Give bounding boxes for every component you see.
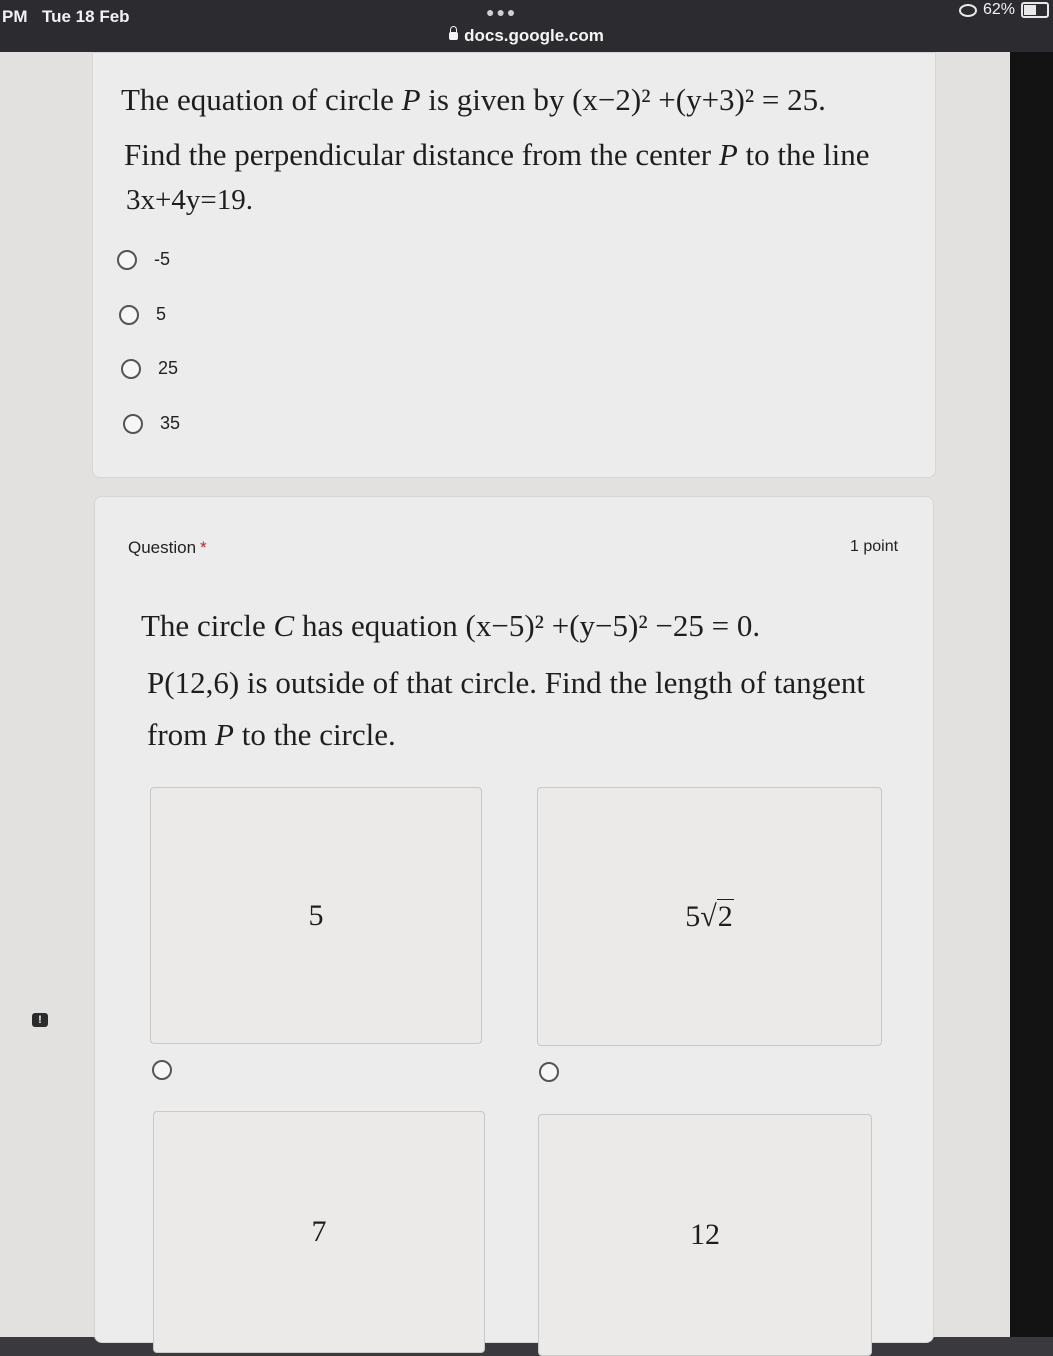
option-label: -5 bbox=[154, 249, 171, 269]
q1-line-equation: 3x+4y=19. bbox=[126, 184, 253, 216]
screen-edge bbox=[1010, 52, 1053, 1337]
choice-label: 7 bbox=[311, 1215, 327, 1248]
battery-indicator bbox=[959, 1, 1049, 19]
q1-line-1 bbox=[121, 82, 826, 118]
question-title bbox=[128, 538, 207, 558]
q1-text: to the line bbox=[745, 137, 870, 172]
radio-button[interactable] bbox=[117, 250, 137, 270]
status-time: PM bbox=[2, 7, 28, 26]
q1-option-2[interactable] bbox=[119, 304, 166, 325]
q2-choice-4[interactable] bbox=[538, 1114, 872, 1356]
q2-equation: (x−5)² +(y−5)² −25 = 0. bbox=[465, 608, 761, 643]
q2-choice-3[interactable] bbox=[153, 1111, 485, 1353]
q2-text: The circle bbox=[141, 608, 266, 643]
battery-icon bbox=[1021, 2, 1049, 18]
multitask-dots-icon[interactable]: ●●● bbox=[486, 4, 518, 20]
q1-option-3[interactable] bbox=[121, 358, 178, 379]
q2-line-3 bbox=[147, 717, 396, 753]
sqrt-coefficient: 5 bbox=[685, 899, 701, 933]
choice-label: 5 bbox=[308, 898, 324, 932]
q1-text: The equation of circle bbox=[121, 82, 394, 117]
q1-option-4[interactable] bbox=[123, 413, 180, 434]
lock-icon bbox=[449, 32, 458, 40]
q2-radio-2[interactable] bbox=[539, 1062, 559, 1082]
sqrt-radicand: 2 bbox=[717, 899, 733, 933]
address-bar[interactable] bbox=[0, 26, 1053, 46]
radio-button[interactable] bbox=[123, 414, 143, 434]
battery-percent: 62% bbox=[982, 1, 1015, 18]
points-label: 1 point bbox=[850, 538, 899, 555]
radio-button[interactable] bbox=[119, 305, 139, 325]
q1-text: is given by bbox=[428, 82, 565, 117]
q2-line-2 bbox=[147, 665, 865, 701]
q1-equation: (x−2)² +(y+3)² = 25. bbox=[572, 82, 826, 117]
sync-icon bbox=[959, 4, 977, 17]
q2-text: has equation bbox=[301, 608, 458, 643]
option-label: 5 bbox=[156, 304, 167, 324]
url-text: docs.google.com bbox=[464, 26, 604, 45]
option-label: 35 bbox=[160, 413, 181, 433]
choice-label: 12 bbox=[690, 1218, 720, 1251]
q2-choice-2[interactable] bbox=[537, 787, 882, 1046]
radio-button[interactable] bbox=[121, 359, 141, 379]
q2-var: C bbox=[273, 608, 295, 643]
q1-var: P bbox=[718, 137, 738, 172]
q2-line-1 bbox=[141, 608, 760, 644]
q2-choice-1[interactable] bbox=[150, 787, 482, 1044]
q2-text: to the circle. bbox=[241, 717, 396, 752]
q1-option-1[interactable] bbox=[117, 249, 170, 270]
choice-label bbox=[685, 900, 733, 934]
q1-var: P bbox=[401, 82, 421, 117]
q1-line-2 bbox=[124, 137, 869, 173]
question-label: Question bbox=[128, 538, 197, 557]
q2-var: P bbox=[215, 717, 234, 752]
option-label: 25 bbox=[158, 358, 179, 378]
radio-button[interactable] bbox=[152, 1060, 172, 1080]
q2-point: P(12,6) bbox=[147, 665, 240, 700]
q2-radio-1[interactable] bbox=[152, 1060, 172, 1080]
q2-text: from bbox=[147, 717, 208, 752]
status-date: Tue 18 Feb bbox=[42, 7, 130, 26]
alert-icon: ! bbox=[32, 1013, 48, 1027]
required-mark: * bbox=[200, 538, 207, 557]
battery-fill bbox=[1024, 5, 1036, 15]
q1-text: Find the perpendicular distance from the center bbox=[124, 137, 712, 172]
status-bar bbox=[0, 0, 1053, 52]
radio-button[interactable] bbox=[539, 1062, 559, 1082]
sqrt-icon: √ bbox=[700, 899, 717, 933]
q2-text: is outside of that circle. Find the length of tangent bbox=[246, 665, 866, 700]
